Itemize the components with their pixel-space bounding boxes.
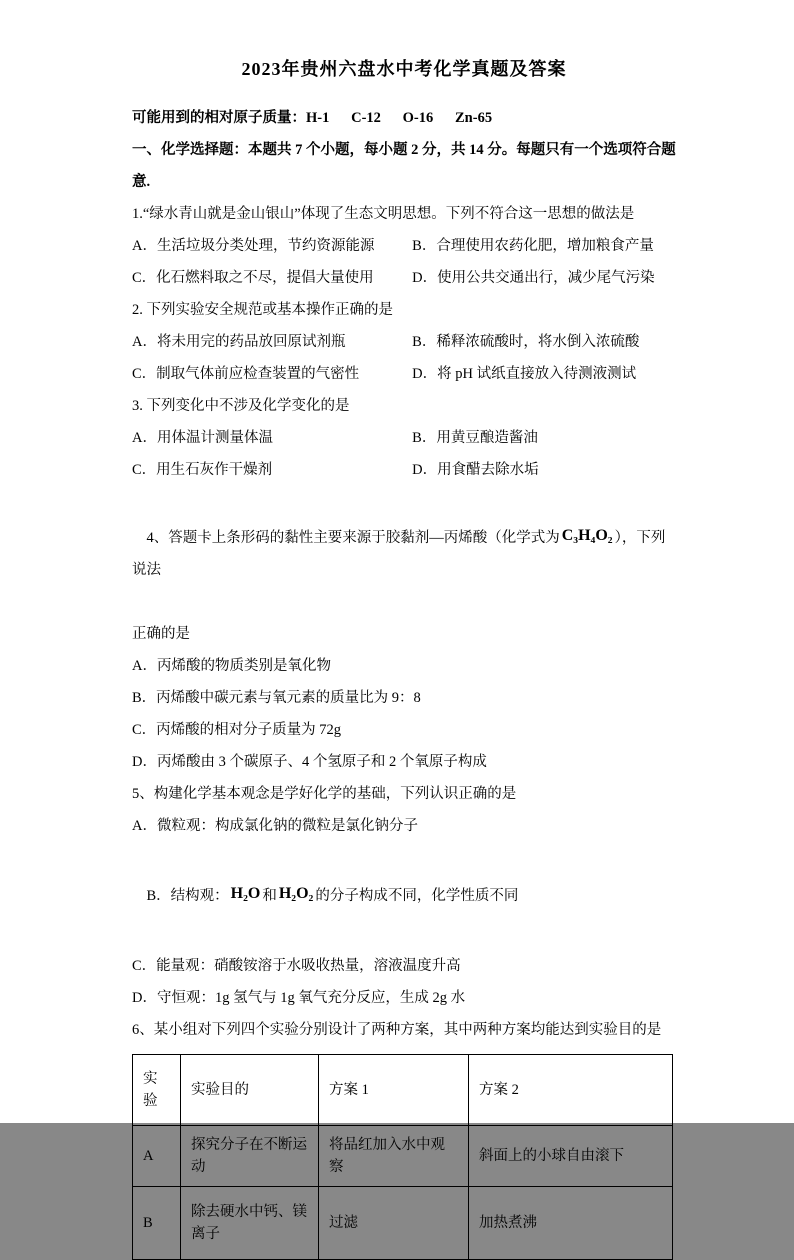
question-1-options-row-2 xyxy=(132,262,676,294)
question-5-option-b-mid: 和 xyxy=(262,888,277,904)
question-4-option-a: A．丙烯酸的物质类别是氧化物 xyxy=(132,658,331,674)
question-4-stem-text-after: ），下列说法 xyxy=(132,530,666,578)
table-header-plan-1: 方案 1 xyxy=(319,1055,469,1126)
question-1-option-c: C．化石燃料取之不尽，提倡大量使用 xyxy=(132,270,374,286)
question-2-option-a: A．将未用完的药品放回原试剂瓶 xyxy=(132,334,346,350)
hydrogen-peroxide-formula: H₂O₂ xyxy=(278,885,314,902)
table-cell-plan2-b: 加热煮沸 xyxy=(469,1187,673,1260)
table-header-experiment: 实验 xyxy=(133,1055,181,1126)
question-4-option-d: D．丙烯酸由 3 个碳原子、4 个氢原子和 2 个氧原子构成 xyxy=(132,754,487,770)
question-4-option-c: C．丙烯酸的相对分子质量为 72g xyxy=(132,722,342,738)
question-3-option-b: B．用黄豆酿造酱油 xyxy=(412,430,538,446)
question-3-option-c: C．用生石灰作干燥剂 xyxy=(132,462,273,478)
question-4-stem-text: 4、答题卡上条形码的黏性主要来源于胶黏剂—丙烯酸（化学式为 xyxy=(146,530,560,546)
question-3-option-a: A．用体温计测量体温 xyxy=(132,430,273,446)
experiment-table-header-row xyxy=(133,1055,673,1126)
table-cell-plan1-b: 过滤 xyxy=(319,1187,469,1260)
question-5-option-b-label: B．结构观： xyxy=(146,888,229,904)
question-5-stem: 5、构建化学基本观念是学好化学的基础，下列认识正确的是 xyxy=(132,786,517,802)
question-1-option-d: D．使用公共交通出行，减少尾气污染 xyxy=(412,270,655,286)
question-4-option-b: B．丙烯酸中碳元素与氧元素的质量比为 9：8 xyxy=(132,690,421,706)
experiment-table xyxy=(132,1054,673,1260)
question-1-option-a: A．生活垃圾分类处理，节约资源能源 xyxy=(132,238,375,254)
question-6-stem: 6、某小组对下列四个实验分别设计了两种方案，其中两种方案均能达到实验目的是 xyxy=(132,1022,662,1038)
question-5-option-a: A．微粒观：构成氯化钠的微粒是氯化钠分子 xyxy=(132,818,418,834)
question-2-options-row-1 xyxy=(132,326,676,358)
section-heading: 一、化学选择题：本题共 7 个小题，每小题 2 分，共 14 分。每题只有一个选项符合题意. xyxy=(132,142,676,190)
question-4-stem-line-2: 正确的是 xyxy=(132,626,190,642)
question-2-option-c: C．制取气体前应检查装置的气密性 xyxy=(132,366,360,382)
table-cell-purpose-a: 探究分子在不断运动 xyxy=(181,1126,319,1187)
question-3-option-d: D．用食醋去除水垢 xyxy=(412,462,539,478)
question-4-stem-line-1 xyxy=(132,490,676,618)
question-5-option-c: C．能量观：硝酸铵溶于水吸收热量，溶液温度升高 xyxy=(132,958,461,974)
table-header-plan-2: 方案 2 xyxy=(469,1055,673,1126)
question-3-stem: 3. 下列变化中不涉及化学变化的是 xyxy=(132,398,350,414)
table-cell-experiment-a: A xyxy=(133,1126,181,1187)
table-cell-purpose-b: 除去硬水中钙、镁离子 xyxy=(181,1187,319,1260)
experiment-table-row-a xyxy=(133,1126,673,1187)
question-2-option-d: D．将 pH 试纸直接放入待测液测试 xyxy=(412,366,637,382)
question-5-option-b xyxy=(132,842,676,950)
acrylic-acid-formula: C₃H₄O₂ xyxy=(561,527,613,544)
question-3-options-row-2 xyxy=(132,454,676,486)
question-1-option-b: B．合理使用农药化肥，增加粮食产量 xyxy=(412,238,654,254)
question-3-options-row-1 xyxy=(132,422,676,454)
question-2-option-b: B．稀释浓硫酸时，将水倒入浓硫酸 xyxy=(412,334,640,350)
exam-title: 2023年贵州六盘水中考化学真题及答案 xyxy=(241,59,567,79)
table-header-purpose: 实验目的 xyxy=(181,1055,319,1126)
question-1-stem: 1.“绿水青山就是金山银山”体现了生态文明思想。下列不符合这一思想的做法是 xyxy=(132,206,635,222)
question-2-options-row-2 xyxy=(132,358,676,390)
experiment-table-row-b xyxy=(133,1187,673,1260)
table-cell-plan1-a: 将品红加入水中观察 xyxy=(319,1126,469,1187)
atomic-mass-note: 可能用到的相对原子质量：H-1 C-12 O-16 Zn-65 xyxy=(132,110,493,126)
table-cell-plan2-a: 斜面上的小球自由滚下 xyxy=(469,1126,673,1187)
question-1-options-row-1 xyxy=(132,230,676,262)
table-cell-experiment-b: B xyxy=(133,1187,181,1260)
water-formula: H₂O xyxy=(230,885,261,902)
question-5-option-d: D．守恒观：1g 氢气与 1g 氧气充分反应，生成 2g 水 xyxy=(132,990,466,1006)
question-2-stem: 2. 下列实验安全规范或基本操作正确的是 xyxy=(132,302,393,318)
question-5-option-b-text: 的分子构成不同，化学性质不同 xyxy=(315,888,519,904)
